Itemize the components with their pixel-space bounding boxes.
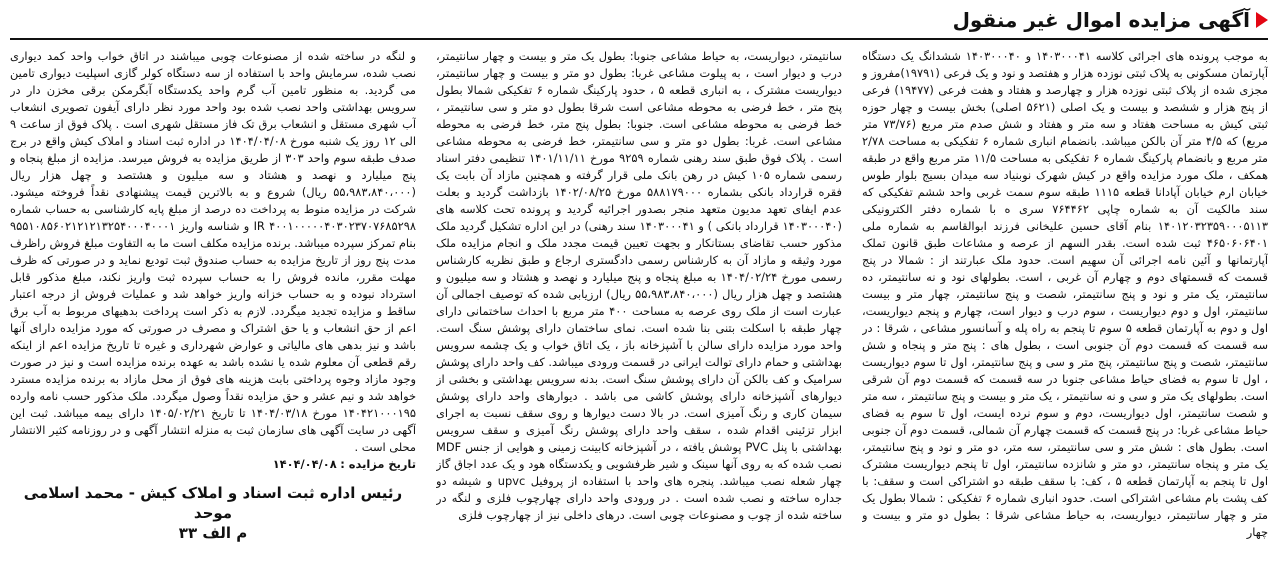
auction-date-value: ۱۴۰۴/۰۴/۰۸ [272, 457, 337, 471]
notice-paragraph-3: و لنگه در ساخته شده از مصنوعات چوبی میباشند در اتاق خواب واحد کمد دیواری نصب شده، سرمایش واحد با استفاده از سه دستگاه کولر گازی اسپلیت دیواری تامین می گردید. به منظور تامین آب گرم واحد یکدستگاه آبگرمکن برقی مخزن دار در سرویس بهداشتی واحد نصب شده بود واحد مورد نظر دارای آیفون تصویری انشعاب آب شهری مستقل و انشعاب برق تک فاز مستقل شهری است . پلاک فوق از ساعت ۹ الی ۱۲ روز یک شنبه مورخ ۱۴۰۴/۰۴/۰۸ در اداره ثبت اسناد و املاک کیش واقع در برج صدف طبقه سوم واحد ۳۰۳ از طریق مزایده به فروش میرسد. مزایده از مبلغ پنجاه و پنج میلیارد و نهصد و هشتاد و سه میلیون و هشتصد و چهل هزار ریال (۵۵،۹۸۳،۸۴۰،۰۰۰ ریال) شروع و به بالاترین قیمت پیشنهادی نقداً فروخته میشود. شرکت در مزایده منوط به پرداخت ده درصد از مبلغ پایه کارشناسی به حساب شماره ۴۰۰۱۰۰۰۰۰۴۰۳۰۲۳۷۰۷۶۸۵۲۹۸ IR و شناسه واریز ۹۵۵۱۰۸۵۶۰۲۱۲۱۲۱۳۲۵۴۰۰۰۴۰۰۰۱ بنام تمرکز سپرده میباشد. برنده مزایده مکلف است ما به التفاوت مبلغ فروش راظرف مدت پنج روز از تاریخ مزایده به حساب صندوق ثبت تودیع نماید و در صورتی که ظرف مهلت مقرر، مانده فروش را به حساب سپرده ثبت واریز نکند، مبلغ مذکور قابل استرداد نبوده و به حساب خزانه واریز خواهد شد و عملیات فروش از درجه اعتبار ساقط و مزایده تجدید میگردد. لازم به ذکر است پرداخت بدهیهای مربوط به آب برق اعم از حق انشعاب و یا حق اشتراک و مصرف در صورتی که مورد مزایده دارای آنها باشد و نیز بدهی های مالیاتی و عوارض شهرداری و غیره تا تاریخ مزایده اعم از اینکه رقم قطعی آن معلوم شده یا نشده باشد به عهده برنده مزایده است و نیز در صورت وجود مازاد وجوه پرداختی بابت هزینه های فوق از محل مازاد به برنده مزایده مسترد خواهد شد و نیم عشر و حق مزایده نقداً وصول میگردد. ملک مذکور حسب نامه وارده ۱۴۰۴۲۱۰۰۰۱۹۵ مورخ ۱۴۰۴/۰۳/۱۸ تا تاریخ ۱۴۰۵/۰۲/۲۱ دارای بیمه میباشد. ثبت این آگهی در سایت آگهی های سازمان ثبت به منزله انتشار آگهی و در روزنامه کثیر الانتشار محلی است . [10, 49, 416, 454]
auction-date-label: تاریخ مزایده : [340, 457, 416, 471]
header-divider [10, 38, 1268, 40]
signature-code: م الف ۳۳ [178, 524, 248, 542]
notice-column-2 [436, 48, 842, 573]
signature: رئیس اداره ثبت اسناد و املاک کیش - محمد اسلامی موحد [23, 484, 403, 522]
notice-header [10, 4, 1268, 40]
auction-date [10, 456, 416, 473]
red-triangle-icon [1256, 12, 1268, 28]
notice-paragraph-1: به موجب پرونده های اجرائی کلاسه ۱۴۰۳۰۰۰۴۱ و ۱۴۰۳۰۰۰۴۰ ششدانگ یک دستگاه آپارتمان مسکونی به پلاک ثبتی نوزده هزار و هفتصد و نود و یک فرعی (۱۹۷۹۱)مفروز و مجزی شده از پلاک ثبتی نوزده هزار و چهارصد و هفتاد و هفت فرعی (۱۹۴۷۷) فرعی از پنج هزار و ششصد و بیست و یک اصلی (۵۶۲۱ اصلی) بخش بیست و چهار حوزه ثبتی کیش به مساحت هفتاد و سه متر و هفتاد و شش صدم متر مربع (۷۳/۷۶ متر مربع) که ۴/۵ متر آن بالکن میباشد. بانضمام انباری شماره ۶ تفکیکی به مساحت ۲/۷۸ متر مربع و بانضمام پارکینگ شماره ۶ تفکیکی به مساحت ۱۱/۵ متر مربع واقع در طبقه همکف ، ملک مورد مزایده واقع در کیش شهرک نوبنیاد سه میدان بسیج بلوار طوس خیابان ارم خیابان آپادانا قطعه ۱۱۱۵ طبقه سوم سمت غربی واحد ششم تفکیکی که سند مالکیت آن به شماره چاپی ۷۶۴۴۶۲ سری ه با شماره دفتر الکترونیکی ۱۴۰۱۲۰۳۲۳۵۹۰۰۰۵۱۱۳ بنام آقای حسین علیخانی فرزند ابوالقاسم به شماره ملی ۴۶۵۰۶۰۶۴۰۱ ثبت شده است. بقدر السهم از عرصه و مشاعات طبق قانون تملک آپارتمانها و آئین نامه اجرائی آن سهیم است. حدود ملک عبارتند از : شمالا در پنج قسمت که قسمتهای دوم و چهارم آن غربی ، است. بطولهای نود و نه سانتیمتر، ده سانتیمتر، یک متر و نود و پنج سانتیمتر، شصت و پنج سانتیمتر، چهار متر و بیست سانتیمتر، اول و دوم دیواریست ، سوم درب و دیوار است، چهارم و پنجم دیواریست، اول و دوم به آپارتمان قطعه ۵ سوم تا پنجم به راه پله و آسانسور مشاعی ، شرقا : در سه قسمت که قسمت دوم آن جنوبی است ، بطول های : پنج متر و پنجاه و شش سانتیمتر، شصت و پنج سانتیمتر، پنج متر و سی و پنج سانتیمتر، اول تا سوم دیواریست ، اول تا سوم به فضای حیاط مشاعی جنوبا در سه قسمت که قسمت دوم آن شرقی است. بطولهای یک متر و سی و نه سانتیمتر ، یک متر و بیست و پنج سانتیمتر ، سه متر و شصت سانتیمتر، اول دیواریست، دوم و سوم نرده ایست، اول تا سوم به فضای حیاط مشاعی غربا: در پنج قسمت که قسمت چهارم آن شمالی، قسمت دوم آن جنوبی است. بطول های : شش متر و سی سانتیمتر، سه متر، دو متر و نود و پنج سانتیمتر، یک متر و پنجاه سانتیمتر، دو متر و شانزده سانتیمتر، اول تا پنجم دیواریست مشترک اول تا پنجم به آپارتمان قطعه ۵ ، کف: با سقف طبقه دو اشتراکی است و سقف: با کف پشت بام مشاعی اشتراکی است. حدود انباری شماره ۶ تفکیکی : شمالا بطول یک متر و چهار سانتیمتر، دیواریست، به حیاط مشاعی شرقا : بطول دو متر و بیست و چهار [862, 49, 1268, 539]
notice-body [10, 48, 1268, 573]
notice-paragraph-2: سانتیمتر، دیواریست، به حیاط مشاعی جنوبا: بطول یک متر و بیست و چهار سانتیمتر، درب و دیوار است ، به پیلوت مشاعی غربا: بطول دو متر و بیست و چهار سانتیمتر، دیواریست مشترک ، به انباری قطعه ۵ ، حدود پارکینگ شماره ۶ تفکیکی شمالا بطول پنج متر ، خط فرضی به محوطه مشاعی است شرقا بطول دو متر و سی سانتیمتر ، خط فرضی به محوطه مشاعی است. جنوبا: بطول پنج متر، خط فرضی به محوطه مشاعی است. غربا: بطول دو متر و سی سانتیمتر، خط فرضی به محوطه مشاعی است . پلاک فوق طبق سند رهنی شماره ۹۲۵۹ مورخ ۱۴۰۱/۱۱/۱۱ تنظیمی دفتر اسناد رسمی شماره ۱۰۵ کیش در رهن بانک ملی قرار گرفته و همچنین مازاد آن بابت یک فقره قرارداد بانکی بشماره ۵۸۸۱۷۹۰۰۰ مورخ ۱۴۰۲/۰۸/۲۵ بازداشت گردید و بعلت عدم ایفای تعهد مدیون متعهد منجر بصدور اجرائیه گردید و پرونده تحت کلاسه های (۱۴۰۳۰۰۰۴۰ قرارداد بانکی ) و ۱۴۰۳۰۰۰۴۱ سند رهنی) در این اداره تشکیل گردید ملک مذکور حسب تقاضای بستانکار و بجهت تعیین قیمت مجدد ملک و انجام مزایده ملک مورد وثیقه و مازاد آن به کارشناس رسمی دادگستری ارجاع و طبق نظریه کارشناس رسمی مورخ ۱۴۰۴/۰۲/۲۴ به مبلغ پنجاه و پنج میلیارد و نهصد و هشتاد و سه میلیون و هشتصد و چهل هزار ریال (۵۵،۹۸۳،۸۴۰،۰۰۰ ریال) ارزیابی شده که توصیف اجمالی آن عبارت است از ملک روی عرصه به مساحت ۴۰۰ متر مربع با احداث ساختمانی دارای چهار طبقه با اسکلت بتنی بنا شده است. نمای ساختمان دارای پوشش سنگ است. واحد مورد مزایده دارای سالن با آشپزخانه باز ، یک اتاق خواب و یک چشمه سرویس بهداشتی و حمام دارای توالت ایرانی در قسمت ورودی میباشد. کف واحد دارای پوشش سرامیک و کف بالکن آن دارای پوشش سنگ است. بدنه سرویس بهداشتی و بخشی از دیوارهای آشپزخانه دارای پوشش کاشی می باشد . دیوارهای واحد دارای پوشش سیمان کاری و رنگ آمیزی است. در بالا دست دیوارها و روی سقف نسبت به اجرای ابزار تزئینی اقدام شده ، سقف واحد دارای پوشش رنگ آمیزی و سقف سرویس بهداشتی با پنل PVC پوشش یافته ، در آشپزخانه کابینت زمینی و هوایی از جنس MDF نصب شده که به روی آنها سینک و شیر ظرفشویی و یکدستگاه هود و یک عدد اجاق گاز چهار شعله نصب میباشد. پنجره های واحد با استفاده از پروفیل upvc و شیشه دو جداره ساخته و نصب شده است . در ورودی واحد دارای چهارچوب فلزی و لنگه در ساخته شده از چوب و مصنوعات چوبی است. درهای داخلی نیز از چهارچوب فلزی [436, 49, 842, 522]
notice-column-3 [10, 48, 416, 573]
notice-column-1 [862, 48, 1268, 573]
notice-title: آگهی مزایده اموال غیر منقول [952, 8, 1250, 32]
